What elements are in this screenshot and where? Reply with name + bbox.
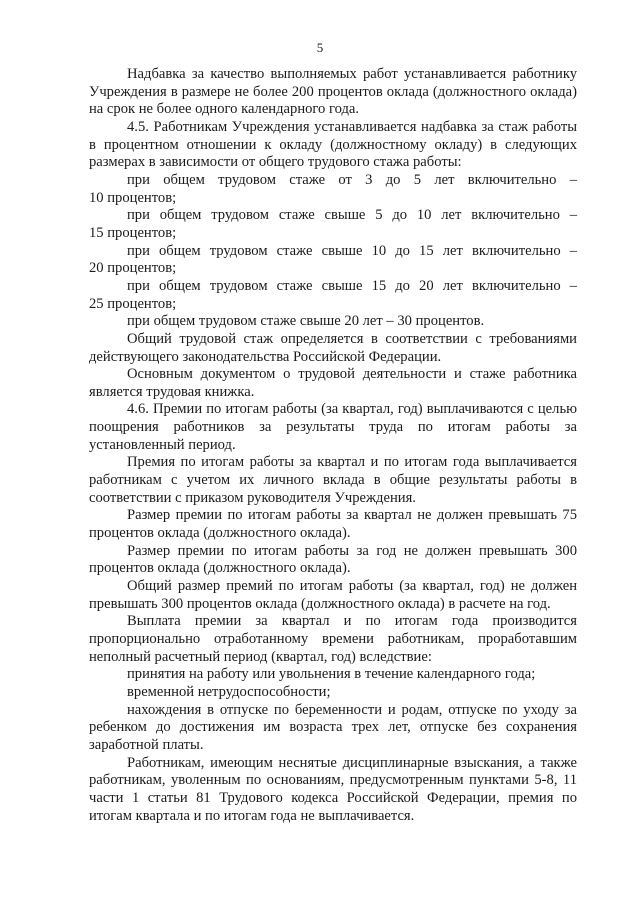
list-item-stage-3-5-value: 10 процентов; <box>89 189 177 206</box>
list-item-stage-5-10: при общем трудовом стаже свыше 5 до 10 лет включительно – <box>127 207 577 224</box>
document-body <box>89 66 577 825</box>
list-item-stage-3-5: при общем трудовом стаже от 3 до 5 лет включительно – <box>127 171 577 188</box>
paragraph-general-stage: Общий трудовой стаж определяется в соответствии с требованиями действующего законодательства Российской Федерации. <box>89 330 577 365</box>
paragraph-year-bonus-limit: Размер премии по итогам работы за год не должен превышать 300 процентов оклада (должностного оклада). <box>89 542 577 577</box>
paragraph-section-4-5: 4.5. Работникам Учреждения устанавливается надбавка за стаж работы в процентном отношении к окладу (должностному окладу) в следующих размерах в зависимости от общего трудового стажа работы: <box>89 118 577 171</box>
page-number: 5 <box>316 40 324 55</box>
paragraph-quality-bonus: Надбавка за качество выполняемых работ устанавливается работнику Учреждения в размере не более 200 процентов оклада (должностного оклада) на срок не более одного календарного года. <box>89 66 577 118</box>
paragraph-main-document: Основным документом о трудовой деятельности и стаже работника является трудовая книжка. <box>89 366 577 400</box>
list-item-stage-15-20-value: 25 процентов; <box>89 295 177 312</box>
paragraph-proportional-payment: Выплата премии за квартал и по итогам года производится пропорционально отработанному времени работникам, проработавшим неполный расчетный период (квартал, год) вследствие: <box>89 613 577 665</box>
list-item-stage-10-15-value: 20 процентов; <box>89 260 177 277</box>
list-item-leave: нахождения в отпуске по беременности и родам, отпуске по уходу за ребенком до достижения им возраста трех лет, отпуске без сохранения заработной платы. <box>89 701 577 753</box>
paragraph-total-bonus-limit: Общий размер премий по итогам работы (за квартал, год) не должен превышать 300 процентов оклада (должностного оклада) в расчете на год. <box>89 578 577 612</box>
list-item-disability: временной нетрудоспособности; <box>127 683 331 700</box>
list-item-stage-5-10-value: 15 процентов; <box>89 224 177 241</box>
paragraph-section-4-6: 4.6. Премии по итогам работы (за квартал, год) выплачиваются с целью поощрения работников за результаты труда по итогам работы за установленный период. <box>89 401 577 453</box>
list-item-stage-10-15: при общем трудовом стаже свыше 10 до 15 лет включительно – <box>127 242 577 259</box>
list-item-hiring-dismissal: принятия на работу или увольнения в течение календарного года; <box>127 666 536 683</box>
list-item-stage-15-20: при общем трудовом стаже свыше 15 до 20 лет включительно – <box>127 277 577 294</box>
paragraph-bonus-payment: Премия по итогам работы за квартал и по итогам года выплачивается работникам с учетом их личного вклада в общие результаты работы в соответствии с приказом руководителя Учреждения. <box>89 454 577 506</box>
paragraph-no-bonus: Работникам, имеющим неснятые дисциплинарные взыскания, а также работникам, уволенным по основаниям, предусмотренным пунктами 5-8, 11 части 1 статьи 81 Трудового кодекса Российской Федерации, премия по итогам квартала и по итогам года не выплачивается. <box>89 754 577 824</box>
list-item-stage-over-20: при общем трудовом стаже свыше 20 лет – 30 процентов. <box>127 313 485 330</box>
paragraph-quarter-bonus-limit: Размер премии по итогам работы за квартал не должен превышать 75 процентов оклада (должностного оклада). <box>89 507 577 542</box>
